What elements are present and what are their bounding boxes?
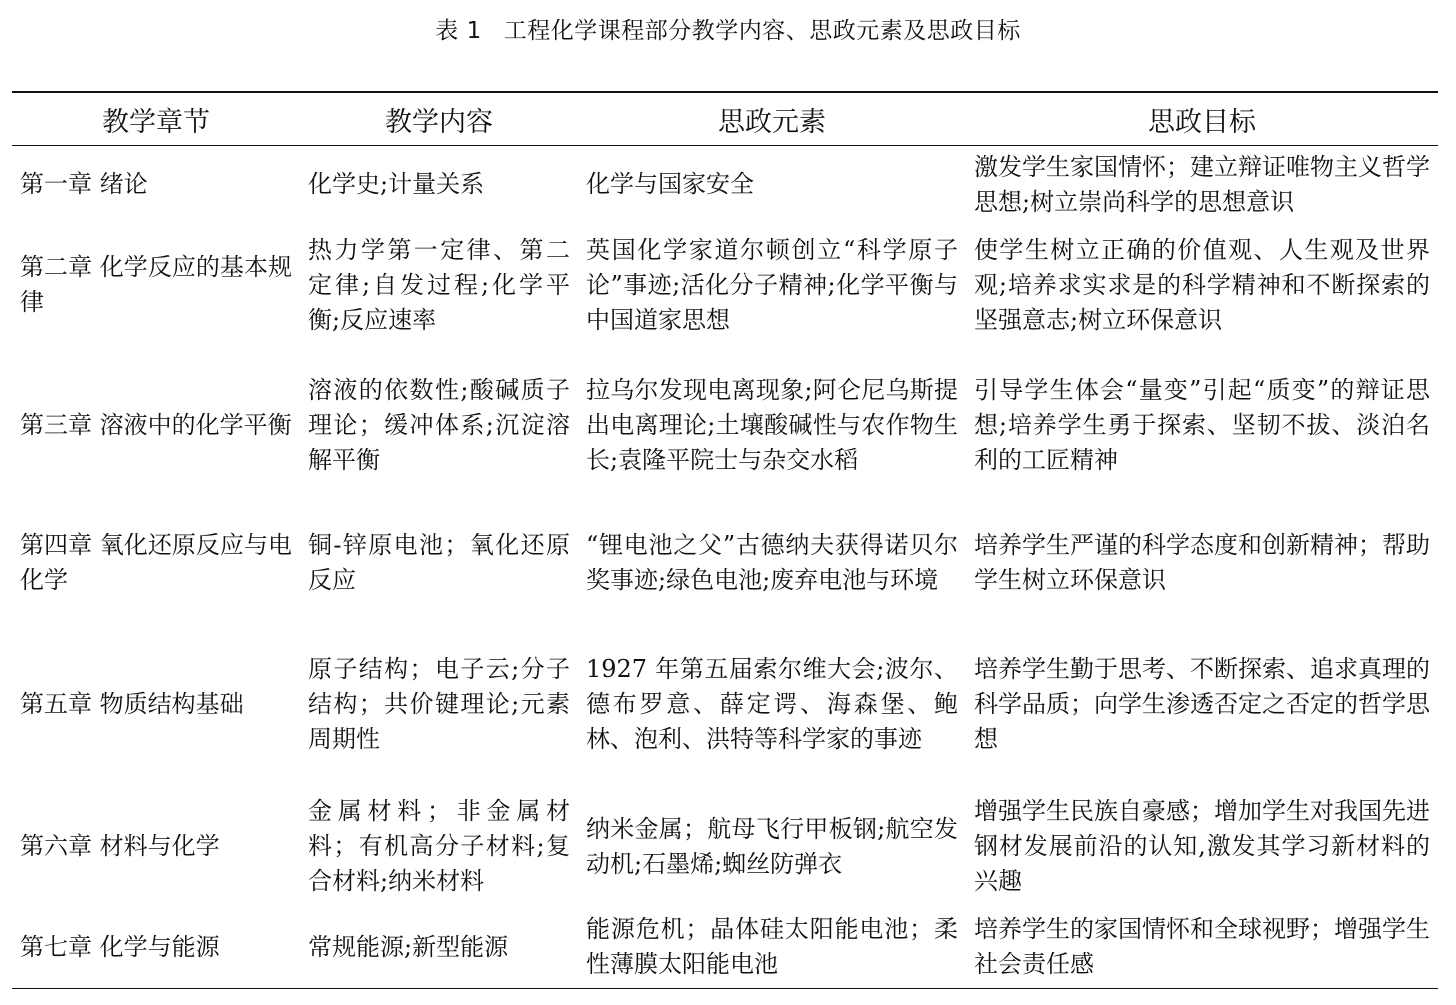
table-row: [12, 504, 1438, 622]
table-number: 表 1: [435, 18, 482, 44]
cell-content: 原子结构；电子云;分子结构；共价键理论;元素周期性: [308, 654, 570, 753]
table-caption: [0, 14, 1456, 48]
cell-content: 化学史;计量关系: [308, 170, 485, 199]
cell-goals: 培养学生勤于思考、不断探索、追求真理的科学品质；向学生渗透否定之否定的哲学思想: [974, 654, 1430, 753]
table-title: 工程化学课程部分教学内容、思政元素及思政目标: [503, 18, 1021, 44]
cell-goals: 激发学生家国情怀；建立辩证唯物主义哲学思想;树立崇尚科学的思想意识: [974, 152, 1430, 216]
table-header: [12, 92, 1438, 146]
table-row: [12, 907, 1438, 989]
cell-elements: 能源危机；晶体硅太阳能电池；柔性薄膜太阳能电池: [578, 907, 966, 989]
cell-elements: “锂电池之父”古德纳夫获得诺贝尔奖事迹;绿色电池;废弃电池与环境: [586, 530, 958, 594]
header-elements: 思政元素: [578, 92, 966, 146]
cell-goals: 增强学生民族自豪感；增加学生对我国先进钢材发展前沿的认知,激发其学习新材料的兴趣: [974, 797, 1430, 895]
cell-chapter: 第三章 溶液中的化学平衡: [20, 410, 292, 439]
cell-goals: 培养学生的家国情怀和全球视野；增强学生社会责任感: [966, 907, 1438, 989]
table-row: [12, 622, 1438, 787]
cell-content: 热力学第一定律、第二定律;自发过程;化学平衡;反应速率: [308, 235, 570, 334]
table-row: [12, 787, 1438, 907]
table-row: [12, 347, 1438, 504]
cell-chapter: 第二章 化学反应的基本规律: [20, 253, 292, 316]
header-goals: 思政目标: [966, 92, 1438, 146]
cell-chapter: 第六章 材料与化学: [20, 832, 220, 860]
cell-chapter: 第一章 绪论: [20, 170, 148, 199]
cell-goals: 使学生树立正确的价值观、人生观及世界观;培养求实求是的科学精神和不断探索的坚强意志;树立环保意识: [974, 235, 1430, 334]
cell-content: 金属材料；非金属材料；有机高分子材料;复合材料;纳米材料: [308, 797, 570, 895]
cell-content: 铜-锌原电池；氧化还原反应: [308, 530, 570, 594]
cell-content: 溶液的依数性;酸碱质子理论；缓冲体系;沉淀溶解平衡: [308, 375, 570, 474]
cell-elements: 化学与国家安全: [586, 170, 754, 199]
cell-chapter: 第七章 化学与能源: [12, 907, 300, 989]
table-row: [12, 146, 1438, 224]
curriculum-table: [12, 91, 1438, 989]
header-content: 教学内容: [300, 92, 578, 146]
cell-goals: 引导学生体会“量变”引起“质变”的辩证思想;培养学生勇于探索、坚韧不拔、淡泊名利的工匠精神: [974, 375, 1430, 474]
header-row: [12, 92, 1438, 146]
table-body: [12, 146, 1438, 989]
cell-elements: 英国化学家道尔顿创立“科学原子论”事迹;活化分子精神;化学平衡与中国道家思想: [586, 235, 958, 334]
cell-chapter: 第五章 物质结构基础: [20, 689, 244, 718]
cell-elements: 纳米金属；航母飞行甲板钢;航空发动机;石墨烯;蜘丝防弹衣: [586, 814, 958, 878]
cell-chapter: 第四章 氧化还原反应与电化学: [20, 530, 292, 594]
cell-elements: 1927 年第五届索尔维大会;波尔、德布罗意、薛定谔、海森堡、鲍林、泡利、洪特等科学家的事迹: [586, 654, 958, 753]
cell-goals: 培养学生严谨的科学态度和创新精神；帮助学生树立环保意识: [974, 530, 1430, 594]
cell-content: 常规能源;新型能源: [300, 907, 578, 989]
header-chapter: 教学章节: [12, 92, 300, 146]
cell-elements: 拉乌尔发现电离现象;阿仑尼乌斯提出电离理论;土壤酸碱性与农作物生长;袁隆平院士与杂交水稻: [586, 375, 958, 474]
table-row: [12, 224, 1438, 347]
